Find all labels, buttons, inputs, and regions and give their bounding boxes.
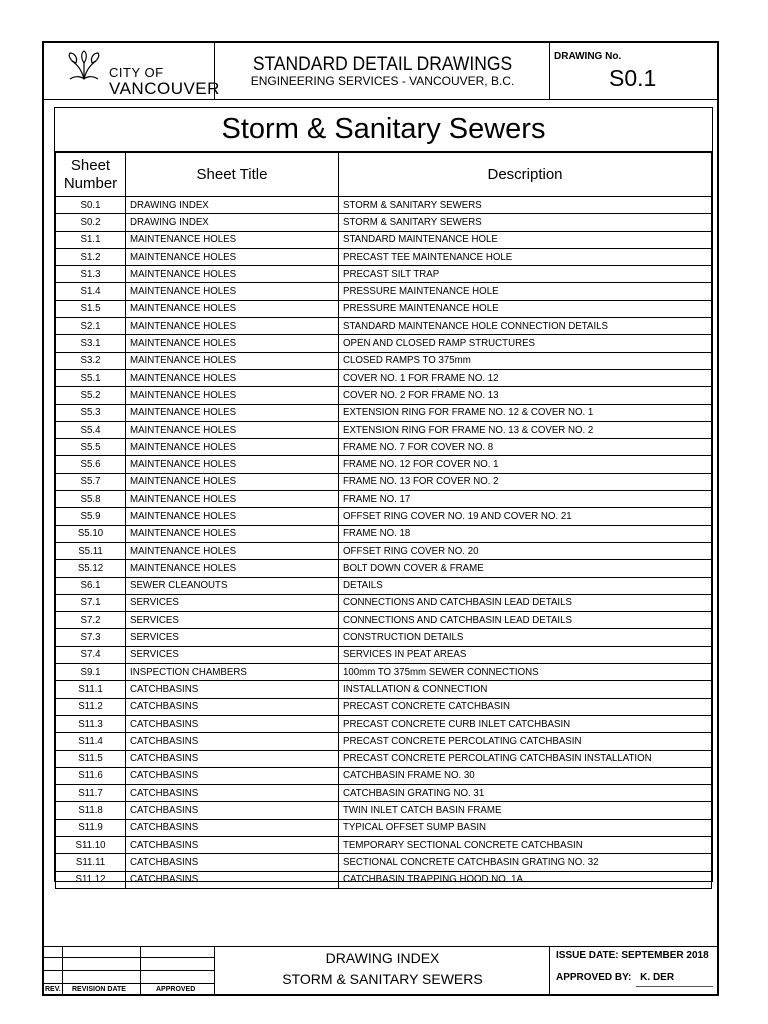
table-row: [56, 439, 712, 456]
table-row: [56, 508, 712, 525]
sheet-number-cell: S11.6: [56, 767, 126, 784]
approved-by-label: APPROVED BY:: [556, 972, 632, 983]
sheet-number-cell: S5.4: [56, 421, 126, 438]
revision-row-line: [44, 957, 214, 958]
city-logo: [64, 47, 234, 97]
description-cell: CONNECTIONS AND CATCHBASIN LEAD DETAILS: [339, 612, 712, 629]
description-cell: PRECAST TEE MAINTENANCE HOLE: [339, 248, 712, 265]
description-cell: DETAILS: [339, 577, 712, 594]
sheet-number-cell: S1.5: [56, 300, 126, 317]
sheet-title-cell: MAINTENANCE HOLES: [126, 283, 339, 300]
page-title: Storm & Sanitary Sewers: [221, 113, 546, 145]
description-cell: COVER NO. 2 FOR FRAME NO. 13: [339, 387, 712, 404]
sheet-number-cell: S9.1: [56, 664, 126, 681]
sheet-index-table: [55, 152, 712, 889]
description-cell: TWIN INLET CATCH BASIN FRAME: [339, 802, 712, 819]
table-row: [56, 854, 712, 871]
description-cell: STORM & SANITARY SEWERS: [339, 197, 712, 214]
description-cell: STORM & SANITARY SEWERS: [339, 214, 712, 231]
sheet-number-cell: S5.2: [56, 387, 126, 404]
table-row: [56, 231, 712, 248]
description-cell: TYPICAL OFFSET SUMP BASIN: [339, 819, 712, 836]
sheet-title-cell: MAINTENANCE HOLES: [126, 491, 339, 508]
sheet-title-cell: SERVICES: [126, 612, 339, 629]
sheet-number-cell: S5.9: [56, 508, 126, 525]
description-cell: PRESSURE MAINTENANCE HOLE: [339, 300, 712, 317]
logo-city-of: CITY OF: [109, 65, 164, 80]
sheet-title-cell: MAINTENANCE HOLES: [126, 456, 339, 473]
sheet-title-cell: SEWER CLEANOUTS: [126, 577, 339, 594]
description-cell: PRECAST CONCRETE PERCOLATING CATCHBASIN: [339, 733, 712, 750]
sheet-title-cell: CATCHBASINS: [126, 715, 339, 732]
sheet-number-cell: S5.8: [56, 491, 126, 508]
description-cell: FRAME NO. 13 FOR COVER NO. 2: [339, 473, 712, 490]
description-cell: EXTENSION RING FOR FRAME NO. 12 & COVER NO. 1: [339, 404, 712, 421]
sheet-number-cell: S11.8: [56, 802, 126, 819]
logo-vancouver: VANCOUVER: [109, 79, 220, 98]
sheet-number-cell: S7.3: [56, 629, 126, 646]
sheet-number-cell: S7.2: [56, 612, 126, 629]
sheet-title-cell: CATCHBASINS: [126, 819, 339, 836]
sheet-title-cell: MAINTENANCE HOLES: [126, 335, 339, 352]
description-cell: CATCHBASIN TRAPPING HOOD NO. 1A: [339, 871, 712, 888]
sheet-number-cell: S5.12: [56, 560, 126, 577]
sheet-title-cell: CATCHBASINS: [126, 750, 339, 767]
sheet-number-cell: S3.2: [56, 352, 126, 369]
sheet-number-cell: S11.10: [56, 836, 126, 853]
sheet-number-cell: S11.9: [56, 819, 126, 836]
approved-underline: [636, 986, 713, 987]
table-row: [56, 197, 712, 214]
drawing-no-label: DRAWING No.: [554, 51, 622, 62]
table-row: [56, 318, 712, 335]
sheet-number-cell: S5.5: [56, 439, 126, 456]
description-cell: OFFSET RING COVER NO. 19 AND COVER NO. 21: [339, 508, 712, 525]
table-row: [56, 266, 712, 283]
approved-col-label: APPROVED: [156, 986, 196, 993]
table-row: [56, 560, 712, 577]
table-row: [56, 698, 712, 715]
table-row: [56, 542, 712, 559]
table-row: [56, 629, 712, 646]
sheet-number-cell: S5.11: [56, 542, 126, 559]
sheet-title-cell: CATCHBASINS: [126, 767, 339, 784]
sheet-number-cell: S5.7: [56, 473, 126, 490]
sheet-title-cell: MAINTENANCE HOLES: [126, 231, 339, 248]
table-row: [56, 352, 712, 369]
table-row: [56, 369, 712, 386]
description-cell: SERVICES IN PEAT AREAS: [339, 646, 712, 663]
table-row: [56, 491, 712, 508]
description-cell: FRAME NO. 7 FOR COVER NO. 8: [339, 439, 712, 456]
sheet-number-cell: S11.11: [56, 854, 126, 871]
description-cell: CONNECTIONS AND CATCHBASIN LEAD DETAILS: [339, 594, 712, 611]
sheet-number-cell: S5.6: [56, 456, 126, 473]
description-cell: COVER NO. 1 FOR FRAME NO. 12: [339, 369, 712, 386]
description-cell: 100mm TO 375mm SEWER CONNECTIONS: [339, 664, 712, 681]
sheet-number-cell: S11.12: [56, 871, 126, 888]
table-row: [56, 767, 712, 784]
issue-date: ISSUE DATE: SEPTEMBER 2018: [556, 950, 709, 961]
approved-by-value: K. DER: [640, 972, 675, 983]
sheet-title-cell: MAINTENANCE HOLES: [126, 266, 339, 283]
sheet-title-cell: MAINTENANCE HOLES: [126, 525, 339, 542]
sheet-title-cell: MAINTENANCE HOLES: [126, 404, 339, 421]
table-row: [56, 525, 712, 542]
description-cell: FRAME NO. 18: [339, 525, 712, 542]
footer-title-line2: STORM & SANITARY SEWERS: [282, 971, 483, 987]
table-row: [56, 819, 712, 836]
description-cell: OPEN AND CLOSED RAMP STRUCTURES: [339, 335, 712, 352]
description-cell: PRECAST CONCRETE CURB INLET CATCHBASIN: [339, 715, 712, 732]
revision-col-line: [140, 946, 141, 996]
sheet-number-cell: S11.7: [56, 785, 126, 802]
table-row: [56, 387, 712, 404]
drawing-no: S0.1: [609, 65, 657, 91]
footer-divider: [214, 946, 215, 996]
table-header-row: [56, 153, 712, 197]
sheet-title-cell: CATCHBASINS: [126, 854, 339, 871]
sheet-title-cell: MAINTENANCE HOLES: [126, 248, 339, 265]
sheet-title-cell: CATCHBASINS: [126, 733, 339, 750]
table-row: [56, 871, 712, 888]
sheet-title-cell: SERVICES: [126, 646, 339, 663]
sheet-title-cell: MAINTENANCE HOLES: [126, 542, 339, 559]
description-cell: FRAME NO. 12 FOR COVER NO. 1: [339, 456, 712, 473]
col-header-line2: Number: [63, 174, 118, 192]
sheet-number-cell: S11.1: [56, 681, 126, 698]
sheet-number-cell: S5.10: [56, 525, 126, 542]
description-cell: CLOSED RAMPS TO 375mm: [339, 352, 712, 369]
sheet-title-cell: MAINTENANCE HOLES: [126, 300, 339, 317]
sheet-title-cell: CATCHBASINS: [126, 681, 339, 698]
sheet-title-cell: DRAWING INDEX: [126, 214, 339, 231]
approved-by: [556, 972, 674, 983]
description-cell: CATCHBASIN GRATING NO. 31: [339, 785, 712, 802]
sheet-title-cell: SERVICES: [126, 629, 339, 646]
description-cell: BOLT DOWN COVER & FRAME: [339, 560, 712, 577]
sheet-title-cell: MAINTENANCE HOLES: [126, 369, 339, 386]
sheet-title-cell: DRAWING INDEX: [126, 197, 339, 214]
sheet-number-cell: S3.1: [56, 335, 126, 352]
table-row: [56, 681, 712, 698]
table-row: [56, 421, 712, 438]
sheet-number-cell: S11.5: [56, 750, 126, 767]
table-row: [56, 664, 712, 681]
description-cell: PRECAST CONCRETE CATCHBASIN: [339, 698, 712, 715]
sheet-number-cell: S0.2: [56, 214, 126, 231]
col-header-sheet-title: Sheet Title: [126, 153, 339, 197]
table-row: [56, 785, 712, 802]
description-cell: EXTENSION RING FOR FRAME NO. 13 & COVER NO. 2: [339, 421, 712, 438]
sheet-title-cell: CATCHBASINS: [126, 802, 339, 819]
sheet-number-cell: S7.4: [56, 646, 126, 663]
sheet-title-cell: MAINTENANCE HOLES: [126, 439, 339, 456]
sheet-number-cell: S5.1: [56, 369, 126, 386]
description-cell: STANDARD MAINTENANCE HOLE CONNECTION DETAILS: [339, 318, 712, 335]
sheet-number-cell: S1.1: [56, 231, 126, 248]
sheet-title-cell: CATCHBASINS: [126, 836, 339, 853]
header-title: STANDARD DETAIL DRAWINGS: [252, 54, 513, 75]
sheet-title-cell: CATCHBASINS: [126, 785, 339, 802]
drawing-frame: [42, 41, 719, 996]
header-divider: [214, 43, 215, 99]
table-row: [56, 836, 712, 853]
index-box: [54, 107, 713, 886]
description-cell: CATCHBASIN FRAME NO. 30: [339, 767, 712, 784]
revision-date-label: REVISION DATE: [72, 986, 126, 993]
header-bottom-line: [44, 99, 717, 100]
table-row: [56, 248, 712, 265]
table-row: [56, 594, 712, 611]
sheet-title-cell: MAINTENANCE HOLES: [126, 387, 339, 404]
sheet-title-cell: MAINTENANCE HOLES: [126, 318, 339, 335]
description-cell: PRESSURE MAINTENANCE HOLE: [339, 283, 712, 300]
col-header-description: Description: [339, 153, 712, 197]
description-cell: PRECAST SILT TRAP: [339, 266, 712, 283]
revision-row-line: [44, 970, 214, 971]
table-row: [56, 335, 712, 352]
description-cell: PRECAST CONCRETE PERCOLATING CATCHBASIN INSTALLATION: [339, 750, 712, 767]
table-row: [56, 404, 712, 421]
sheet-number-cell: S2.1: [56, 318, 126, 335]
description-cell: SECTIONAL CONCRETE CATCHBASIN GRATING NO. 32: [339, 854, 712, 871]
table-row: [56, 802, 712, 819]
sheet-title-cell: CATCHBASINS: [126, 698, 339, 715]
footer-divider: [549, 946, 550, 996]
sheet-number-cell: S5.3: [56, 404, 126, 421]
sheet-number-cell: S11.2: [56, 698, 126, 715]
table-row: [56, 750, 712, 767]
table-row: [56, 214, 712, 231]
table-row: [56, 473, 712, 490]
footer-title-line1: DRAWING INDEX: [325, 950, 440, 966]
table-row: [56, 612, 712, 629]
description-cell: CONSTRUCTION DETAILS: [339, 629, 712, 646]
revision-block: [44, 946, 214, 996]
description-cell: OFFSET RING COVER NO. 20: [339, 542, 712, 559]
sheet-number-cell: S1.2: [56, 248, 126, 265]
sheet-number-cell: S11.3: [56, 715, 126, 732]
description-cell: FRAME NO. 17: [339, 491, 712, 508]
header-subtitle: ENGINEERING SERVICES - VANCOUVER, B.C.: [250, 74, 515, 88]
revision-col-line: [62, 946, 63, 996]
revision-row-line: [44, 983, 214, 984]
sheet-title-cell: CATCHBASINS: [126, 871, 339, 888]
description-cell: STANDARD MAINTENANCE HOLE: [339, 231, 712, 248]
table-row: [56, 300, 712, 317]
sheet-title-cell: MAINTENANCE HOLES: [126, 352, 339, 369]
sheet-number-cell: S1.4: [56, 283, 126, 300]
table-row: [56, 456, 712, 473]
col-header-line1: Sheet: [70, 156, 111, 174]
rev-label: REV.: [45, 986, 61, 993]
sheet-title-cell: MAINTENANCE HOLES: [126, 560, 339, 577]
table-row: [56, 646, 712, 663]
flower-icon: [64, 49, 104, 83]
table-row: [56, 715, 712, 732]
sheet-title-cell: MAINTENANCE HOLES: [126, 508, 339, 525]
sheet-number-cell: S11.4: [56, 733, 126, 750]
description-cell: INSTALLATION & CONNECTION: [339, 681, 712, 698]
sheet-title-cell: SERVICES: [126, 594, 339, 611]
table-row: [56, 283, 712, 300]
sheet-number-cell: S1.3: [56, 266, 126, 283]
table-row: [56, 577, 712, 594]
sheet-number-cell: S6.1: [56, 577, 126, 594]
sheet-title-cell: MAINTENANCE HOLES: [126, 421, 339, 438]
col-header-sheet-number: [56, 153, 126, 197]
sheet-title-cell: MAINTENANCE HOLES: [126, 473, 339, 490]
description-cell: TEMPORARY SECTIONAL CONCRETE CATCHBASIN: [339, 836, 712, 853]
header-divider: [549, 43, 550, 99]
sheet-number-cell: S7.1: [56, 594, 126, 611]
sheet-title-cell: INSPECTION CHAMBERS: [126, 664, 339, 681]
table-row: [56, 733, 712, 750]
sheet-number-cell: S0.1: [56, 197, 126, 214]
